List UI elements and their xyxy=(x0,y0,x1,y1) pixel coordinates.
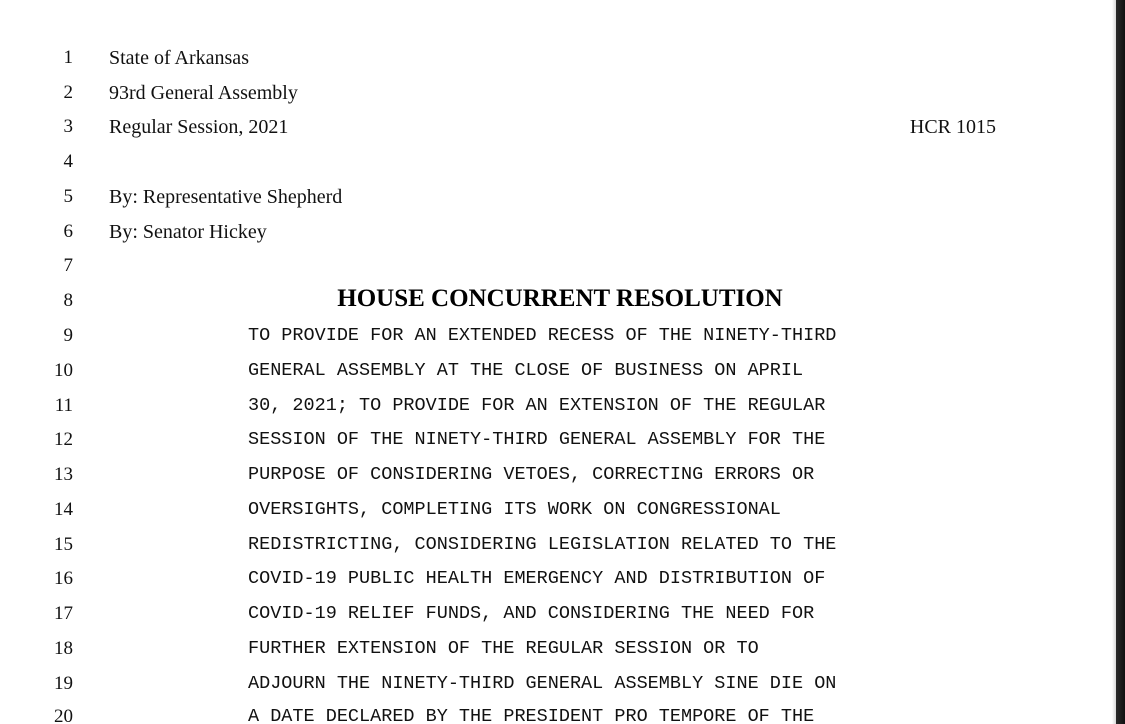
sponsor-senate: By: Senator Hickey xyxy=(109,221,267,243)
resolution-text-line: COVID-19 PUBLIC HEALTH EMERGENCY AND DISTRIBUTION OF xyxy=(248,568,826,589)
bill-number: HCR 1015 xyxy=(909,116,996,138)
line-number: 3 xyxy=(63,116,73,137)
resolution-text-line: REDISTRICTING, CONSIDERING LEGISLATION RELATED TO THE xyxy=(248,534,837,555)
resolution-text-line: TO PROVIDE FOR AN EXTENDED RECESS OF THE NINETY-THIRD xyxy=(248,325,837,346)
line-number: 10 xyxy=(54,360,73,381)
document-line xyxy=(0,632,1110,666)
document-line xyxy=(0,423,1110,457)
document-line xyxy=(0,215,1110,249)
line-number: 12 xyxy=(54,429,73,450)
document-line xyxy=(0,493,1110,527)
line-number: 14 xyxy=(54,499,73,520)
document-line xyxy=(0,76,1110,110)
resolution-text-line: COVID-19 RELIEF FUNDS, AND CONSIDERING THE NEED FOR xyxy=(248,603,815,624)
resolution-text-line: A DATE DECLARED BY THE PRESIDENT PRO TEMPORE OF THE xyxy=(248,706,815,724)
document-line xyxy=(0,667,1110,701)
document-line xyxy=(0,389,1110,423)
document-line xyxy=(0,528,1110,562)
resolution-text-line: SESSION OF THE NINETY-THIRD GENERAL ASSEMBLY FOR THE xyxy=(248,429,826,450)
resolution-text-line: 30, 2021; TO PROVIDE FOR AN EXTENSION OF THE REGULAR xyxy=(248,395,826,416)
resolution-text-line: PURPOSE OF CONSIDERING VETOES, CORRECTING ERRORS OR xyxy=(248,464,815,485)
line-number: 7 xyxy=(63,255,73,276)
document-line xyxy=(0,354,1110,388)
document-line xyxy=(0,110,1110,144)
line-number: 20 xyxy=(54,706,73,724)
document-title: HOUSE CONCURRENT RESOLUTION xyxy=(337,285,783,312)
line-number: 1 xyxy=(63,47,73,68)
document-line xyxy=(0,41,1110,75)
line-number: 11 xyxy=(54,395,73,416)
document-line xyxy=(0,597,1110,631)
line-number: 18 xyxy=(54,638,73,659)
resolution-text-line: GENERAL ASSEMBLY AT THE CLOSE OF BUSINESS ON APRIL xyxy=(248,360,804,381)
line-number: 13 xyxy=(54,464,73,485)
resolution-text-line: FURTHER EXTENSION OF THE REGULAR SESSION OR TO xyxy=(248,638,759,659)
line-number: 19 xyxy=(54,673,73,694)
window-edge xyxy=(1116,0,1125,724)
document-line xyxy=(0,458,1110,492)
document-line xyxy=(0,319,1110,353)
line-number: 15 xyxy=(54,534,73,555)
line-number: 5 xyxy=(63,186,73,207)
line-number: 2 xyxy=(63,82,73,103)
document-line xyxy=(0,284,1110,318)
document-line xyxy=(0,249,1110,283)
line-number: 9 xyxy=(63,325,73,346)
line-number: 17 xyxy=(54,603,73,624)
line-number: 6 xyxy=(63,221,73,242)
line-number: 4 xyxy=(63,151,73,172)
state-name: State of Arkansas xyxy=(109,47,249,69)
line-number: 16 xyxy=(54,568,73,589)
resolution-text-line: OVERSIGHTS, COMPLETING ITS WORK ON CONGRESSIONAL xyxy=(248,499,781,520)
resolution-text-line: ADJOURN THE NINETY-THIRD GENERAL ASSEMBLY SINE DIE ON xyxy=(248,673,837,694)
line-number: 8 xyxy=(63,290,73,311)
document-line xyxy=(0,145,1110,179)
session-name: Regular Session, 2021 xyxy=(109,116,289,138)
document-line xyxy=(0,562,1110,596)
sponsor-house: By: Representative Shepherd xyxy=(109,186,343,208)
document-line xyxy=(0,180,1110,214)
assembly-name: 93rd General Assembly xyxy=(109,82,298,104)
document-line xyxy=(0,700,1110,724)
